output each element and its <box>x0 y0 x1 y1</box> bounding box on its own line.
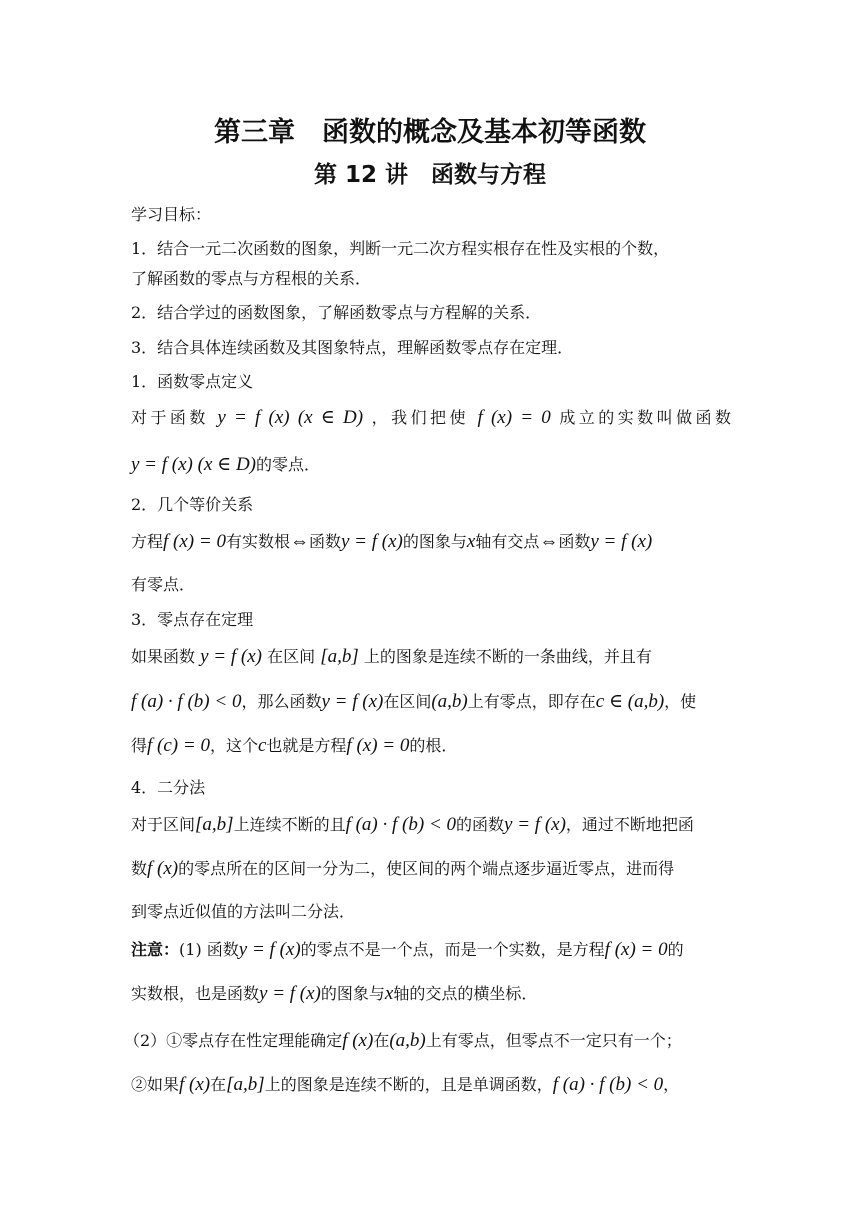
iff-symbol: ⇔ <box>289 531 309 552</box>
section-1-para-line-2 <box>131 455 731 475</box>
math-y-fx: y = f (x) <box>321 691 384 712</box>
note-line-3 <box>124 1031 724 1051</box>
text: 的函数 <box>456 815 505 834</box>
text: 上的图象是连续不断的一条曲线，并且有 <box>363 647 652 666</box>
math-y-fx: y = f (x) <box>259 983 321 1004</box>
goal-1-line-2: 了解函数的零点与方程根的关系． <box>131 269 372 288</box>
math-x: x <box>466 531 476 552</box>
goal-1-line-1: 1．结合一元二次函数的图象，判断一元二次方程实根存在性及实根的个数， <box>131 239 670 258</box>
text: 得 <box>131 736 148 755</box>
text: ，这个 <box>209 736 258 755</box>
text: 对于函数 <box>131 408 209 427</box>
text: 在 <box>210 1075 227 1094</box>
text: ，通过不断地把函 <box>565 815 694 834</box>
text: 的图象与 <box>320 984 385 1003</box>
math-y-fx: y = f (x) <box>200 646 262 667</box>
math-x: x <box>384 983 394 1004</box>
iff-symbol: ⇔ <box>539 531 559 552</box>
note-line-2 <box>131 984 731 1004</box>
math-fx-eq-0: f (x) = 0 <box>163 531 226 552</box>
goal-2: 2．结合学过的函数图象，了解函数零点与方程解的关系． <box>131 303 542 322</box>
text: 上连续不断的且 <box>233 815 346 834</box>
note-line-1 <box>131 940 731 960</box>
section-3-title: 3．零点存在定理 <box>131 610 254 629</box>
text: 实数根，也是函数 <box>131 984 260 1003</box>
section-3-para-line-2 <box>131 692 731 712</box>
math-y-fx-domain: y = f (x) (x ∈ D) <box>131 454 256 475</box>
section-2-para-line-2: 有零点． <box>131 575 196 594</box>
math-interval-closed: [a,b] <box>195 814 234 835</box>
math-interval-closed: [a,b] <box>226 1074 265 1095</box>
section-4-para-line-1 <box>131 815 731 835</box>
text: 成立的实数叫做函数 <box>559 408 731 427</box>
lecture-title: 第 12 讲 函数与方程 <box>313 162 547 188</box>
math-c-in-ab: c ∈ (a,b) <box>595 691 665 712</box>
math-fx-eq-0: f (x) = 0 <box>477 407 551 428</box>
math-fx: f (x) <box>179 1074 211 1095</box>
section-3-para-line-3 <box>131 736 731 756</box>
text: ，那么函数 <box>241 692 322 711</box>
section-4-para-line-2 <box>131 859 731 879</box>
section-3-para-line-1 <box>131 647 731 667</box>
math-fc-eq-0: f (c) = 0 <box>147 735 210 756</box>
math-fx-eq-0: f (x) = 0 <box>604 939 668 960</box>
section-1-para-line-1 <box>131 408 731 428</box>
text: 的图象与 <box>402 532 467 551</box>
text: 有实数根 <box>225 532 290 551</box>
math-fa-fb-lt-0: f (a) · f (b) < 0 <box>345 814 457 835</box>
math-interval-closed: [a,b] <box>320 646 359 667</box>
text: 的零点． <box>256 455 321 474</box>
math-fa-fb-lt-0: f (a) · f (b) < 0 <box>131 691 242 712</box>
text: 也就是方程 <box>266 736 347 755</box>
math-c: c <box>257 735 267 756</box>
text: 上有零点，但零点不一定只有一个； <box>425 1031 682 1050</box>
goal-3: 3．结合具体连续函数及其图象特点，理解函数零点存在定理． <box>131 338 574 357</box>
math-y-fx-domain: y = f (x) (x ∈ D) <box>217 407 364 428</box>
text: 的零点不是一个点，而是一个实数，是方程 <box>300 940 605 959</box>
math-interval-open: (a,b) <box>389 1030 426 1051</box>
chapter-title: 第三章 函数的概念及基本初等函数 <box>214 117 646 148</box>
note-label: 注意： <box>131 940 180 959</box>
text: 方程 <box>131 532 164 551</box>
text: 上的图象是连续不断的，且是单调函数， <box>264 1075 553 1094</box>
math-fx: f (x) <box>147 858 179 879</box>
text: 函数 <box>558 532 591 551</box>
math-y-fx: y = f (x) <box>238 939 301 960</box>
math-fa-fb-lt-0: f (a) · f (b) < 0 <box>552 1074 664 1095</box>
text: ②如果 <box>131 1075 180 1094</box>
note-line-4 <box>131 1075 731 1095</box>
section-2-para-line-1 <box>131 532 731 552</box>
text: ， <box>663 1075 680 1094</box>
text: 函数 <box>308 532 341 551</box>
section-4-para-line-3: 到零点近似值的方法叫二分法． <box>131 902 356 921</box>
text: 数 <box>131 859 148 878</box>
text: 轴的交点的横坐标． <box>393 984 538 1003</box>
math-fx: f (x) <box>342 1030 374 1051</box>
text: 在区间 <box>267 647 316 666</box>
text: 的根． <box>409 736 458 755</box>
math-fx-eq-0: f (x) = 0 <box>346 735 410 756</box>
math-y-fx: y = f (x) <box>590 531 653 552</box>
text: （2）①零点存在性定理能确定 <box>124 1031 343 1050</box>
section-1-title: 1．函数零点定义 <box>131 372 254 391</box>
math-y-fx: y = f (x) <box>340 531 403 552</box>
text: ，我们把使 <box>371 408 469 427</box>
section-4-title: 4．二分法 <box>131 778 206 797</box>
text: (1) 函数 <box>179 940 239 959</box>
text: 轴有交点 <box>475 532 540 551</box>
text: 对于区间 <box>131 815 196 834</box>
goals-label: 学习目标： <box>131 205 212 224</box>
text: ，使 <box>664 692 697 711</box>
math-interval-open: (a,b) <box>431 691 468 712</box>
section-2-title: 2．几个等价关系 <box>131 495 254 514</box>
text: 在区间 <box>383 692 432 711</box>
math-y-fx: y = f (x) <box>504 814 566 835</box>
text: 在 <box>373 1031 390 1050</box>
text: 上有零点，即存在 <box>467 692 596 711</box>
text: 的 <box>667 940 684 959</box>
text: 如果函数 <box>131 647 196 666</box>
text: 的零点所在的区间一分为二，使区间的两个端点逐步逼近零点，进而得 <box>178 859 675 878</box>
